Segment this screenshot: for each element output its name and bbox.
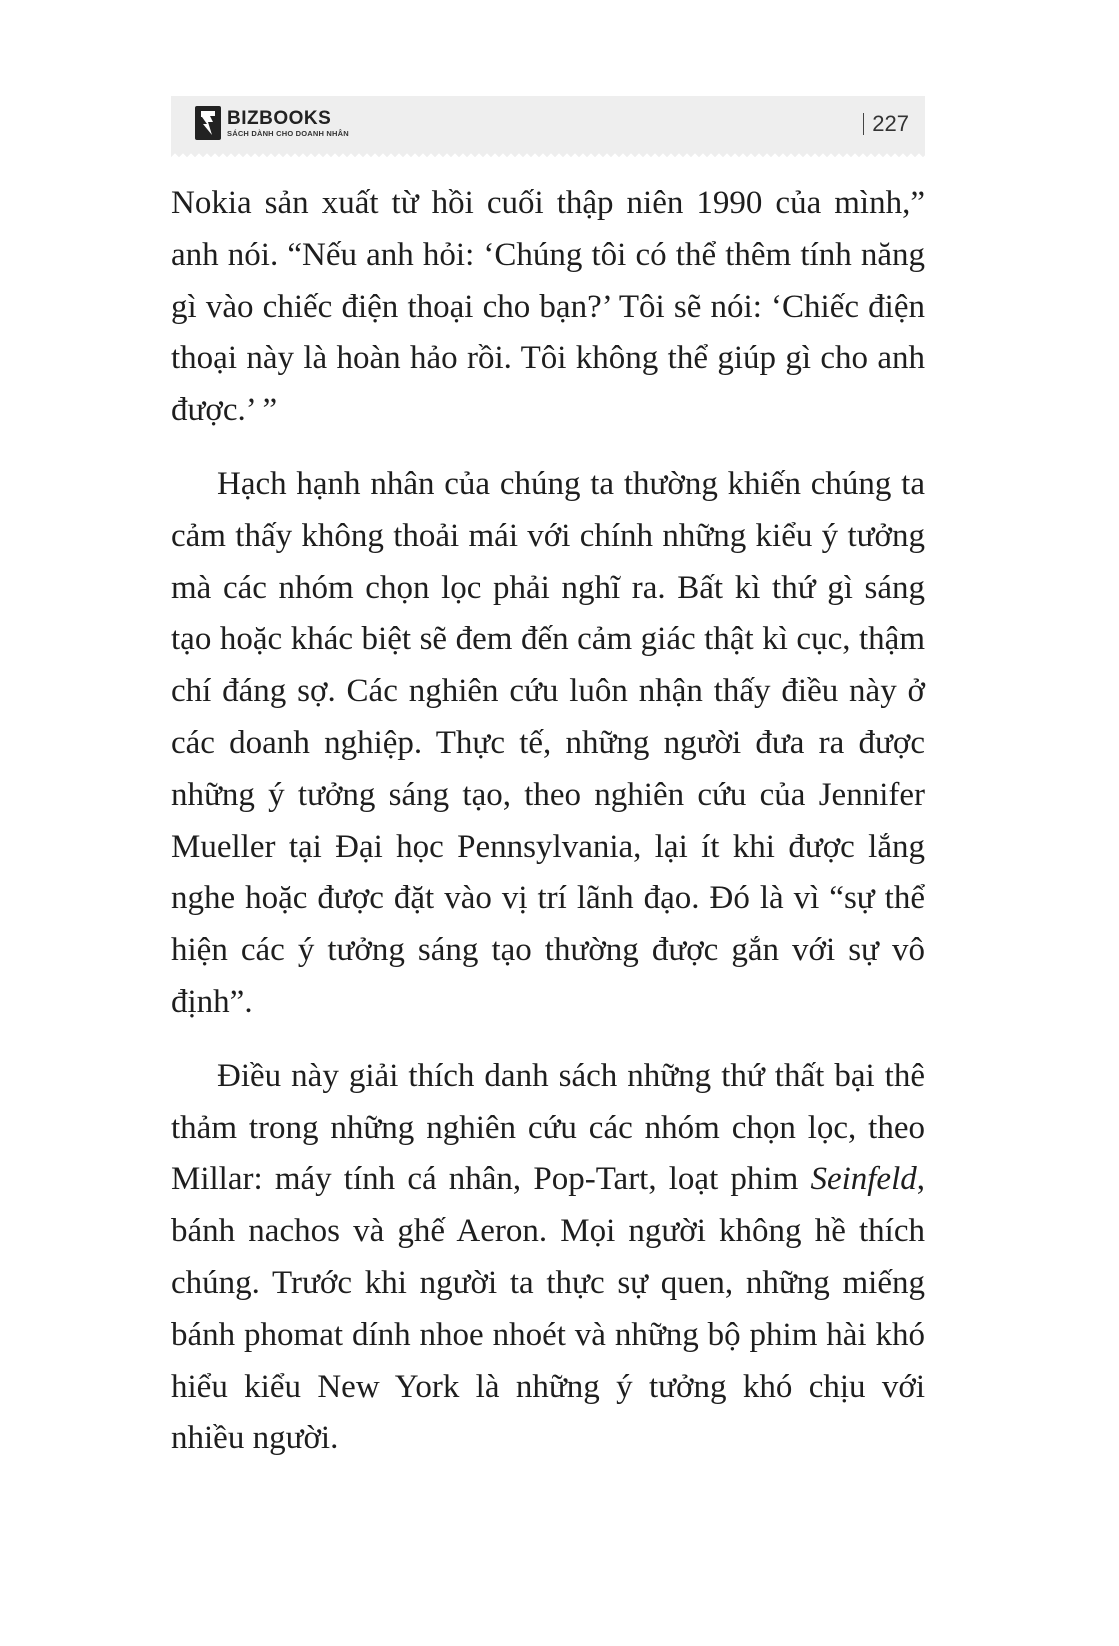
page-number-block (863, 111, 909, 137)
paragraph-3-italic-title: Seinfeld (810, 1161, 917, 1198)
page-header (171, 96, 925, 152)
paragraph-3-part-1: Điều này giải thích danh sách những thứ thất bại thê thảm trong những nghiên cứu các nhóm chọn lọc, theo Millar: máy tính cá nhân, Pop-Tart, loạt phim (171, 1057, 925, 1198)
paragraph-2: Hạch hạnh nhân của chúng ta thường khiến chúng ta cảm thấy không thoải mái với chính những kiểu ý tưởng mà các nhóm chọn lọc phải nghĩ ra. Bất kì thứ gì sáng tạo hoặc khác biệt sẽ đem đến cảm giác thật kì cục, thậm chí đáng sợ. Các nghiên cứu luôn nhận thấy điều này ở các doanh nghiệp. Thực tế, những người đưa ra được những ý tưởng sáng tạo, theo nghiên cứu của Jennifer Mueller tại Đại học Pennsylvania, lại ít khi được lắng nghe hoặc được đặt vào vị trí lãnh đạo. Đó là vì “sự thể hiện các ý tưởng sáng tạo thường được gắn với sự vô định”. (171, 465, 925, 1020)
header-zigzag-edge (171, 152, 925, 158)
bizbooks-logo-icon (195, 106, 221, 140)
paragraph-3 (171, 1051, 925, 1465)
page-body (171, 178, 925, 1465)
paragraph-1: Nokia sản xuất từ hồi cuối thập niên 1990 của mình,” anh nói. “Nếu anh hỏi: ‘Chúng tôi có thể thêm tính năng gì vào chiếc điện thoại cho bạn?’ Tôi sẽ nói: ‘Chiếc điện thoại này là hoàn hảo rồi. Tôi không thể giúp gì cho anh được.’ ” (171, 185, 925, 429)
paragraph-3-part-2: , bánh nachos và ghế Aeron. Mọi người không hề thích chúng. Trước khi người ta thực sự quen, những miếng bánh phomat dính nhoe nhoét và những bộ phim hài khó hiểu kiểu New York là những ý tưởng khó chịu với nhiều người. (171, 1161, 925, 1457)
logo-name: BIZBOOKS (227, 107, 332, 129)
publisher-logo (195, 106, 349, 140)
page-number: 227 (872, 111, 909, 136)
page-number-divider (863, 113, 865, 135)
logo-tagline: SÁCH DÀNH CHO DOANH NHÂN (227, 128, 349, 138)
